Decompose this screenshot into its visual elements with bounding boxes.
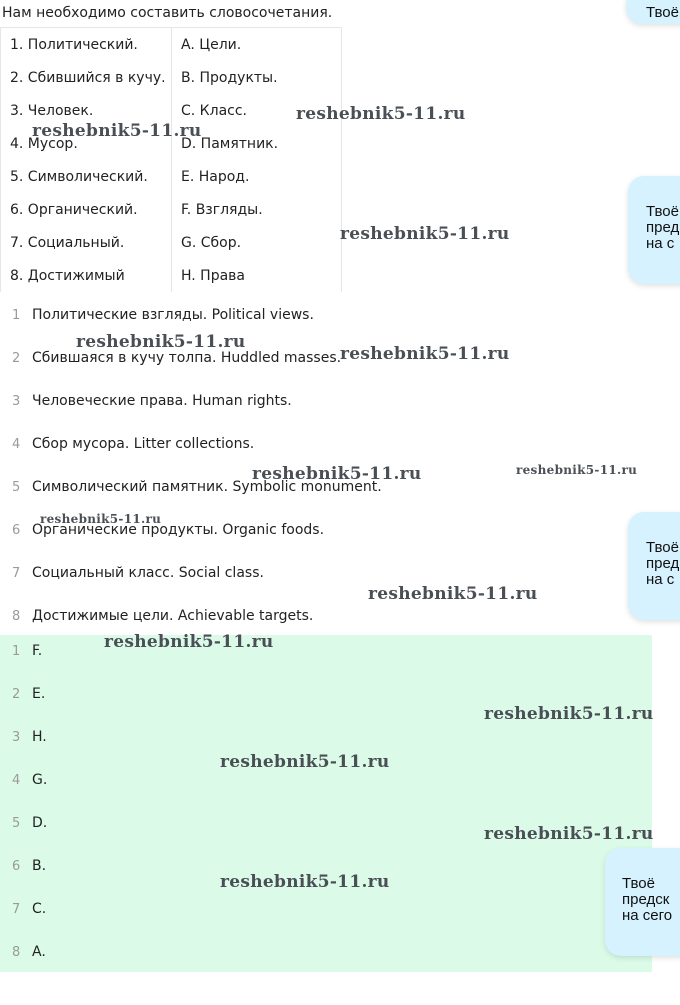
answer-text: D. — [32, 815, 48, 831]
item-number: 6 — [12, 523, 21, 538]
item-number: 3 — [12, 394, 21, 409]
item-text: Сбившаяся в кучу толпа. Huddled masses. — [32, 350, 342, 366]
left-cell: 6. Органический. — [1, 193, 172, 226]
table-row — [1, 259, 342, 292]
table-row — [1, 61, 342, 94]
promo-bubble[interactable] — [626, 0, 680, 24]
table-row — [1, 127, 342, 160]
right-cell: D. Памятник. — [172, 127, 342, 160]
watermark: reshebnik5-11.ru — [516, 463, 638, 477]
answer-text: C. — [32, 901, 47, 917]
item-number: 4 — [12, 437, 21, 452]
left-cell: 1. Политический. — [1, 28, 172, 62]
bubble-line: на с — [646, 235, 675, 252]
right-cell: G. Сбор. — [172, 226, 342, 259]
item-number: 5 — [12, 480, 21, 495]
item-text: Символический памятник. Symbolic monument. — [32, 479, 382, 495]
item-text: Политические взгляды. Political views. — [32, 307, 314, 323]
table-row — [1, 226, 342, 259]
right-cell: F. Взгляды. — [172, 193, 342, 226]
bubble-line: на с — [646, 571, 675, 588]
watermark: reshebnik5-11.ru — [220, 752, 390, 772]
right-cell: E. Народ. — [172, 160, 342, 193]
bubble-line: Твоё — [646, 203, 679, 220]
bubble-line: Твоё — [646, 539, 679, 556]
bubble-line: пред — [646, 219, 680, 236]
answer-text: A. — [32, 944, 46, 960]
bubble-line: Твоё — [622, 875, 655, 892]
watermark: reshebnik5-11.ru — [368, 584, 538, 604]
left-cell: 5. Символический. — [1, 160, 172, 193]
table-row — [1, 193, 342, 226]
promo-bubble[interactable] — [628, 176, 680, 284]
promo-bubble[interactable] — [605, 848, 680, 956]
watermark: reshebnik5-11.ru — [32, 121, 202, 141]
right-cell: A. Цели. — [172, 28, 342, 62]
item-number: 4 — [12, 773, 21, 788]
answers-panel — [0, 635, 652, 972]
right-cell: B. Продукты. — [172, 61, 342, 94]
matching-table — [0, 27, 342, 292]
item-number: 2 — [12, 687, 21, 702]
right-cell: H. Права — [172, 259, 342, 292]
answer-text: E. — [32, 686, 46, 702]
item-number: 8 — [12, 945, 21, 960]
table-row — [1, 160, 342, 193]
item-text: Человеческие права. Human rights. — [32, 393, 292, 409]
answer-text: H. — [32, 729, 47, 745]
item-text: Сбор мусора. Litter collections. — [32, 436, 255, 452]
table-row — [1, 28, 342, 62]
item-text: Социальный класс. Social class. — [32, 565, 264, 581]
right-cell: C. Класс. — [172, 94, 342, 127]
item-number: 5 — [12, 816, 21, 831]
watermark: reshebnik5-11.ru — [484, 824, 654, 844]
left-cell: 7. Социальный. — [1, 226, 172, 259]
left-cell: 8. Достижимый — [1, 259, 172, 292]
item-number: 8 — [12, 609, 21, 624]
bubble-line: на сего — [622, 907, 673, 924]
item-number: 3 — [12, 730, 21, 745]
watermark: reshebnik5-11.ru — [484, 704, 654, 724]
watermark: reshebnik5-11.ru — [252, 464, 422, 484]
watermark: reshebnik5-11.ru — [104, 632, 274, 652]
item-text: Достижимые цели. Achievable targets. — [32, 608, 314, 624]
left-cell: 3. Человек. — [1, 94, 172, 127]
answer-text: B. — [32, 858, 47, 874]
watermark: reshebnik5-11.ru — [220, 872, 390, 892]
answer-text: F. — [32, 643, 43, 659]
bubble-line: Твоё — [646, 4, 679, 21]
watermark: reshebnik5-11.ru — [76, 332, 246, 352]
bubble-line: пред — [646, 555, 680, 572]
watermark: reshebnik5-11.ru — [340, 224, 510, 244]
item-number: 7 — [12, 566, 21, 581]
item-number: 1 — [12, 644, 21, 659]
left-cell: 2. Сбившийся в кучу. — [1, 61, 172, 94]
item-number: 1 — [12, 308, 21, 323]
item-text: Органические продукты. Organic foods. — [32, 522, 325, 538]
table-row — [1, 94, 342, 127]
watermark: reshebnik5-11.ru — [296, 104, 466, 124]
promo-bubble[interactable] — [628, 512, 680, 620]
left-cell: 4. Мусор. — [1, 127, 172, 160]
item-number: 7 — [12, 902, 21, 917]
item-number: 2 — [12, 351, 21, 366]
answer-text: G. — [32, 772, 48, 788]
bubble-line: предск — [622, 891, 670, 908]
task-intro: Нам необходимо составить словосочетания. — [2, 5, 333, 21]
watermark: reshebnik5-11.ru — [40, 512, 162, 526]
watermark: reshebnik5-11.ru — [340, 344, 510, 364]
item-number: 6 — [12, 859, 21, 874]
